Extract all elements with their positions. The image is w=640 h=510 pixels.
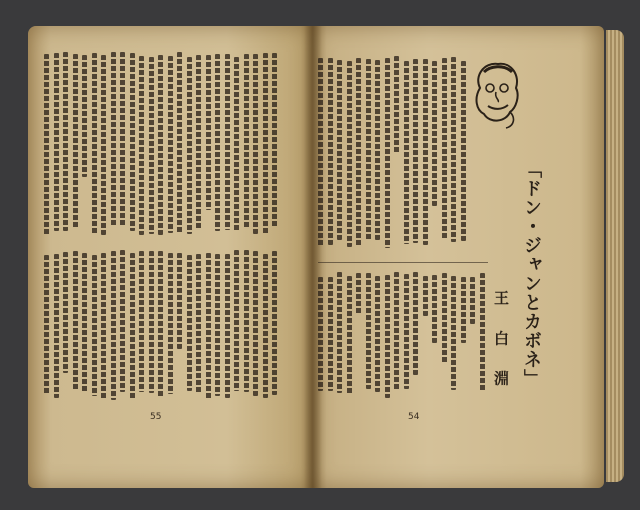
text-column	[413, 272, 418, 375]
text-column	[272, 53, 277, 228]
text-column	[206, 253, 211, 400]
text-column	[404, 274, 409, 389]
text-column	[337, 272, 342, 393]
text-column	[120, 250, 125, 392]
text-column	[404, 61, 409, 244]
text-column	[347, 61, 352, 247]
text-column	[423, 276, 428, 316]
text-column	[196, 55, 201, 229]
text-column	[366, 273, 371, 389]
text-column	[215, 54, 220, 231]
text-column	[385, 58, 390, 248]
text-column	[451, 276, 456, 390]
text-column	[111, 52, 116, 227]
text-column	[385, 275, 390, 398]
text-column	[234, 250, 239, 391]
text-column	[158, 251, 163, 398]
text-column	[423, 59, 428, 245]
text-column	[82, 55, 87, 177]
text-column	[158, 55, 163, 235]
text-column	[149, 57, 154, 234]
text-column	[44, 255, 49, 394]
text-column	[111, 251, 116, 400]
text-column	[244, 54, 249, 228]
text-column	[54, 53, 59, 231]
text-column	[432, 61, 437, 206]
text-column	[263, 254, 268, 398]
text-column	[63, 252, 68, 373]
text-column	[130, 253, 135, 400]
text-column	[177, 253, 182, 349]
text-column	[130, 53, 135, 231]
caricature-head-icon	[470, 58, 522, 132]
text-column	[442, 58, 447, 239]
text-column	[375, 60, 380, 240]
text-column	[470, 277, 475, 324]
text-column	[413, 59, 418, 243]
text-column	[356, 58, 361, 246]
text-column	[54, 254, 59, 398]
text-column	[442, 273, 447, 363]
text-column	[139, 251, 144, 392]
text-column	[196, 254, 201, 393]
text-column	[253, 251, 258, 396]
text-column	[272, 251, 277, 395]
text-column	[225, 54, 230, 230]
text-column	[139, 56, 144, 235]
text-column	[215, 254, 220, 396]
text-column	[263, 53, 268, 235]
text-column	[253, 54, 258, 234]
article-title: 「ドン・ジャンとカボネ」	[521, 160, 542, 388]
text-column	[206, 55, 211, 210]
text-column	[451, 57, 456, 242]
text-column	[375, 276, 380, 392]
text-column	[149, 251, 154, 393]
text-column	[480, 273, 485, 391]
text-column	[394, 56, 399, 154]
page-edges	[606, 30, 624, 482]
text-column	[347, 276, 352, 395]
text-column	[73, 251, 78, 391]
text-column	[461, 277, 466, 343]
text-column	[92, 255, 97, 396]
author-name: 王 白 淵	[492, 290, 510, 396]
text-column	[394, 272, 399, 391]
text-column	[101, 55, 106, 235]
text-column	[92, 53, 97, 235]
text-column	[168, 56, 173, 233]
text-column	[318, 277, 323, 391]
text-column	[356, 273, 361, 315]
text-column	[101, 253, 106, 400]
text-column	[234, 57, 239, 232]
text-column	[328, 277, 333, 391]
text-column	[225, 254, 230, 398]
text-column	[432, 275, 437, 343]
text-column	[63, 52, 68, 231]
text-column	[187, 57, 192, 234]
text-column	[328, 58, 333, 245]
text-column	[120, 52, 125, 227]
section-rule	[318, 262, 488, 263]
right-page-number: 54	[408, 412, 420, 422]
text-column	[318, 58, 323, 246]
text-column	[82, 253, 87, 392]
left-page-number: 55	[150, 412, 162, 422]
text-column	[337, 60, 342, 240]
text-column	[461, 61, 466, 241]
text-column	[187, 255, 192, 391]
text-column	[73, 54, 78, 229]
text-column	[44, 54, 49, 235]
text-column	[244, 250, 249, 392]
text-column	[177, 52, 182, 234]
text-column	[168, 253, 173, 394]
text-column	[366, 59, 371, 241]
